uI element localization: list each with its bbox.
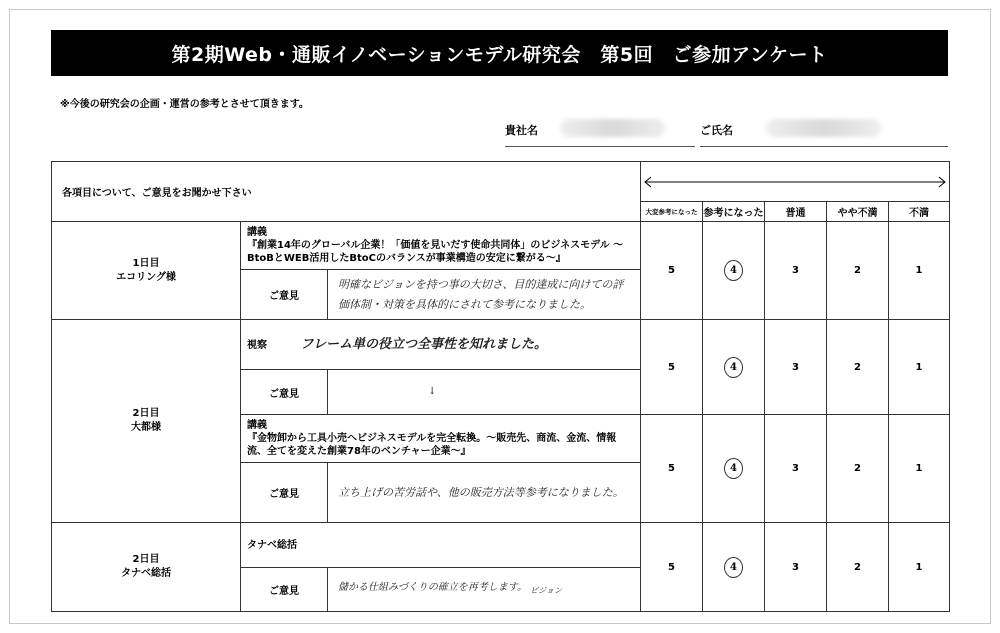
rating-4-selected[interactable] — [703, 320, 765, 415]
table-row — [52, 523, 950, 568]
section-4-topic: タナベ総括 — [241, 523, 641, 568]
section-3-comment[interactable]: 立ち上げの苦労話や、他の販売方法等参考になりました。 — [328, 463, 641, 523]
section-2-comment[interactable]: ↓ — [328, 370, 641, 415]
selected-rating-circle: 4 — [724, 557, 743, 578]
section-2-day — [52, 320, 241, 523]
double-arrow-icon — [641, 175, 949, 189]
section-1-day — [52, 222, 241, 320]
usage-note: ※今後の研究会の企画・運営の参考とさせて頂きます。 — [60, 99, 309, 110]
page-title: 第2期Web・通販イノベーションモデル研究会 第5回 ご参加アンケート — [51, 30, 948, 76]
rating-5[interactable]: 5 — [641, 415, 703, 523]
rating-3[interactable]: 3 — [765, 320, 827, 415]
selected-rating-circle: 4 — [724, 357, 743, 378]
section-3-topic — [241, 415, 641, 463]
comment-label: ご意見 — [241, 270, 328, 320]
day-label: 2日目 — [132, 554, 160, 565]
comment-label: ご意見 — [241, 568, 328, 612]
topic-type: 視察 — [247, 339, 267, 351]
rating-table — [51, 161, 950, 612]
name-underline — [700, 146, 948, 147]
section-4-comment[interactable] — [328, 568, 641, 612]
rating-header-5: 大変参考になった — [641, 202, 703, 222]
rating-3[interactable]: 3 — [765, 415, 827, 523]
table-header-row — [52, 162, 950, 202]
comment-label: ご意見 — [241, 370, 328, 415]
rating-header-1: 不満 — [889, 202, 950, 222]
rating-2[interactable]: 2 — [827, 222, 889, 320]
rating-header-4: 参考になった — [703, 202, 765, 222]
day-label: 2日目 — [132, 408, 160, 419]
question-header: 各項目について、ご意見をお聞かせ下さい — [52, 162, 641, 222]
rating-2[interactable]: 2 — [827, 320, 889, 415]
rating-4-selected[interactable] — [703, 222, 765, 320]
rating-3[interactable]: 3 — [765, 523, 827, 612]
company-value-redacted — [560, 119, 665, 137]
comment-annotation: ビジョン — [530, 586, 563, 595]
speaker-label: 大都様 — [131, 422, 161, 433]
rating-2[interactable]: 2 — [827, 415, 889, 523]
name-label: ご氏名 — [700, 124, 733, 137]
table-row — [52, 222, 950, 270]
comment-text: 儲かる仕組みづくりの確立を再考します。 — [338, 582, 527, 593]
topic-text: 『金物卸から工具小売へビジネスモデルを完全転換。～販売先、商流、金流、情報流、全てを変えた創業78年のベンチャー企業～』 — [247, 433, 617, 457]
table-row — [52, 320, 950, 370]
company-label: 貴社名 — [505, 124, 538, 137]
topic-type: 講義 — [247, 420, 267, 431]
topic-type: 講義 — [247, 227, 267, 238]
rating-4-selected[interactable] — [703, 523, 765, 612]
section-2-topic — [241, 320, 641, 370]
topic-text: 『創業14年のグローバル企業！「価値を見いだす使命共同体」のビジネスモデル ～BtoBとWEB活用したBtoCのバランスが事業構造の安定に繋がる～』 — [247, 240, 624, 264]
rating-1[interactable]: 1 — [889, 415, 950, 523]
rating-2[interactable]: 2 — [827, 523, 889, 612]
day-label: 1日目 — [132, 257, 160, 269]
section-4-day — [52, 523, 241, 612]
company-underline — [505, 146, 695, 147]
speaker-label: エコリング様 — [116, 271, 176, 283]
rating-3[interactable]: 3 — [765, 222, 827, 320]
comment-label: ご意見 — [241, 463, 328, 523]
rating-1[interactable]: 1 — [889, 523, 950, 612]
rating-scale-arrow — [641, 162, 950, 202]
rating-5[interactable]: 5 — [641, 320, 703, 415]
visit-handwritten-note: フレーム単の役立つ全事性を知れました。 — [300, 336, 547, 352]
section-1-topic — [241, 222, 641, 270]
section-1-comment[interactable]: 明確なビジョンを持つ事の大切さ、目的達成に向けての評価体制・対策を具体的にされて参考になりました。 — [328, 270, 641, 320]
rating-header-2: やや不満 — [827, 202, 889, 222]
speaker-label: タナベ総括 — [121, 568, 171, 579]
rating-1[interactable]: 1 — [889, 222, 950, 320]
name-value-redacted — [766, 119, 881, 137]
rating-header-3: 普通 — [765, 202, 827, 222]
selected-rating-circle: 4 — [724, 458, 743, 479]
selected-rating-circle: 4 — [724, 260, 743, 281]
rating-4-selected[interactable] — [703, 415, 765, 523]
rating-1[interactable]: 1 — [889, 320, 950, 415]
rating-5[interactable]: 5 — [641, 222, 703, 320]
rating-5[interactable]: 5 — [641, 523, 703, 612]
